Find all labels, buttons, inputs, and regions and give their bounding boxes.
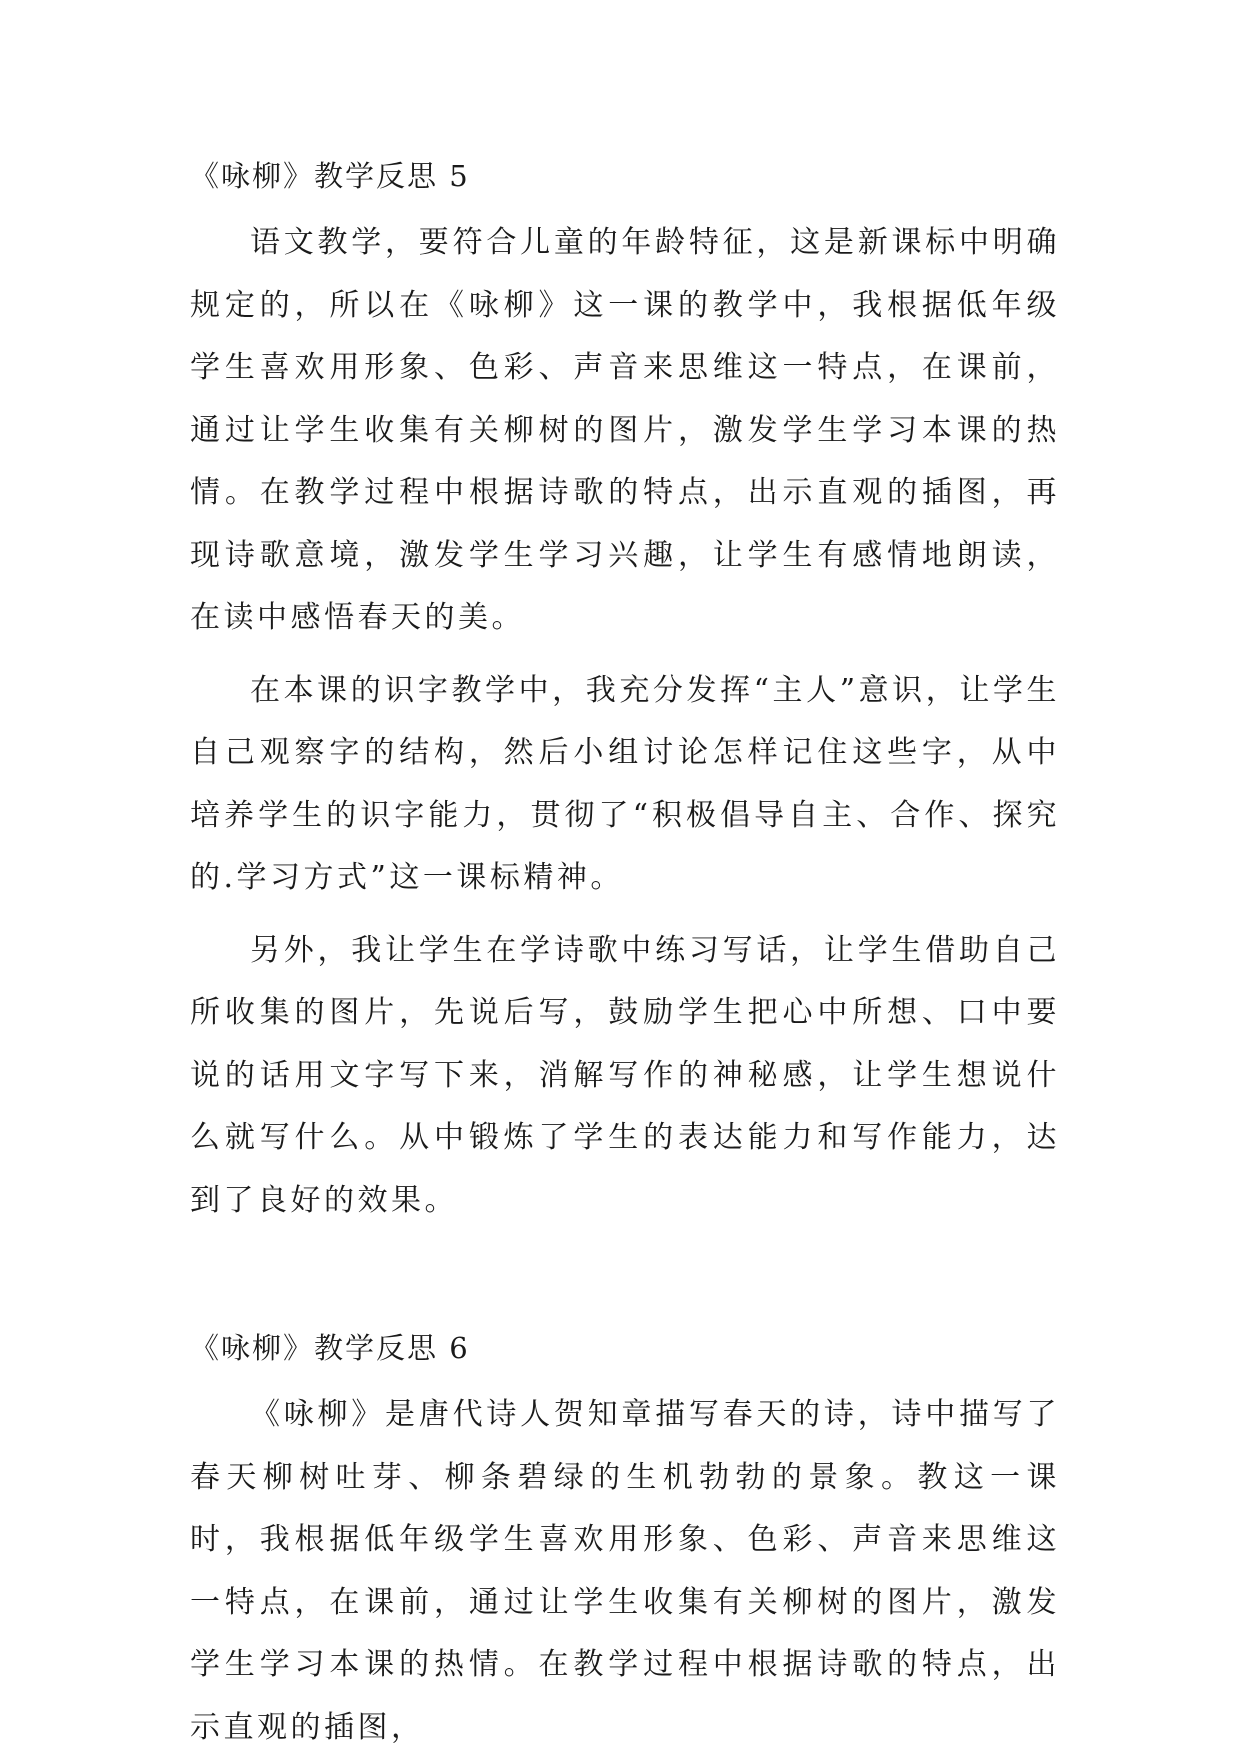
paragraph: 另外，我让学生在学诗歌中练习写话，让学生借助自己所收集的图片，先说后写，鼓励学生把心中所想、口中要说的话用文字写下来，消解写作的神秘感，让学生想说什么就写什么。从中锻炼了学生的表达能力和写作能力，达到了良好的效果。 — [190, 932, 1060, 1218]
section-reflection-6 — [190, 1332, 1060, 1759]
document-page — [190, 160, 1060, 1759]
paragraph: 语文教学，要符合儿童的年龄特征，这是新课标中明确规定的，所以在《咏柳》这一课的教学中，我根据低年级学生喜欢用形象、色彩、声音来思维这一特点，在课前，通过让学生收集有关柳树的图片，激发学生学习本课的热情。在教学过程中根据诗歌的特点，出示直观的插图，再现诗歌意境，激发学生学习兴趣，让学生有感情地朗读，在读中感悟春天的美。 — [190, 225, 1060, 635]
paragraph: 《咏柳》是唐代诗人贺知章描写春天的诗，诗中描写了春天柳树吐芽、柳条碧绿的生机勃勃的景象。教这一课时，我根据低年级学生喜欢用形象、色彩、声音来思维这一特点，在课前，通过让学生收集有关柳树的图片，激发学生学习本课的热情。在教学过程中根据诗歌的特点，出示直观的插图， — [190, 1397, 1060, 1745]
section-title: 《咏柳》教学反思 6 — [190, 1331, 470, 1365]
section-title: 《咏柳》教学反思 5 — [190, 159, 470, 193]
section-reflection-5 — [190, 160, 1060, 1232]
paragraph: 在本课的识字教学中，我充分发挥“主人”意识，让学生自己观察字的结构，然后小组讨论怎样记住这些字，从中培养学生的识字能力，贯彻了“积极倡导自主、合作、探究的.学习方式”这一课标精神。 — [190, 672, 1060, 895]
